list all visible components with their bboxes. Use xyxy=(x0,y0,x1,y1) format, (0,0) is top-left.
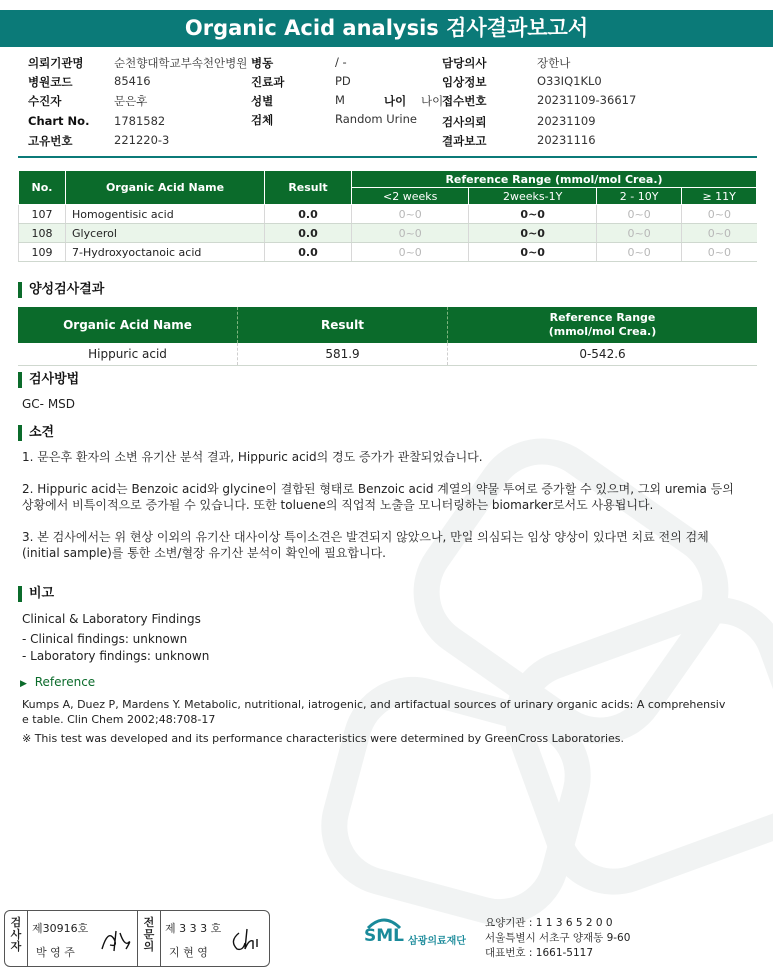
info-label: 결과보고 xyxy=(442,134,487,148)
row-ref: 0~0 xyxy=(352,205,469,224)
remarks-line: - Laboratory findings: unknown xyxy=(22,649,210,663)
ref-subheader: 2weeks-1Y xyxy=(469,188,597,205)
row-name: Glycerol xyxy=(66,224,265,243)
col-name-header: Organic Acid Name xyxy=(66,171,265,205)
row-result: 0.0 xyxy=(265,224,352,243)
lab-contact xyxy=(485,916,630,961)
info-value: M xyxy=(335,93,345,107)
patient-info xyxy=(28,55,768,150)
positive-ref: 0-542.6 xyxy=(448,343,758,366)
findings-p2b: 상황에서 비특이적으로 증가될 수 있습니다. 또한 toluene의 직업적 노출을 모니터링하는 biomarker로서도 사용됩니다. xyxy=(22,498,654,512)
signature-box xyxy=(4,910,270,967)
logo-text: SML xyxy=(364,926,404,946)
info-label: 임상정보 xyxy=(442,75,487,89)
info-value: Random Urine xyxy=(335,112,417,126)
positive-ref-header xyxy=(448,307,758,343)
row-no: 107 xyxy=(19,205,66,224)
info-label: 고유번호 xyxy=(28,134,73,148)
row-ref: 0~0 xyxy=(469,243,597,262)
lab-address: 서울특별시 서초구 양재동 9-60 xyxy=(485,932,631,944)
specialist-license: 제 3 3 3 호 xyxy=(165,922,222,935)
info-value: 문은후 xyxy=(114,94,148,108)
info-value: 나이 xyxy=(421,94,444,108)
info-label: Chart No. xyxy=(28,114,90,128)
table-row xyxy=(19,224,757,243)
divider xyxy=(18,156,757,158)
row-ref: 0~0 xyxy=(682,243,757,262)
findings-p2a: 2. Hippuric acid는 Benzoic acid와 glycine이 결합된 형태로 Benzoic acid 계열의 약물 투여로 증가할 수 있으며, 그외 uremia 등의 xyxy=(22,482,734,496)
row-ref: 0~0 xyxy=(596,243,681,262)
info-value: 20231116 xyxy=(537,133,596,147)
row-no: 108 xyxy=(19,224,66,243)
findings-section-title: 소견 xyxy=(18,425,54,441)
tester-signature xyxy=(98,925,134,955)
positive-ref-header-line1: Reference Range xyxy=(549,311,656,324)
lab-code: 요양기관 : 1 1 3 6 5 2 0 0 xyxy=(485,917,613,929)
info-value: O33IQ1KL0 xyxy=(537,74,602,88)
row-ref: 0~0 xyxy=(352,243,469,262)
info-label: 병동 xyxy=(251,56,274,70)
row-ref: 0~0 xyxy=(682,205,757,224)
ref-subheader: 2 - 10Y xyxy=(596,188,681,205)
info-value: 20231109-36617 xyxy=(537,93,637,107)
tester-license: 제30916호 xyxy=(32,922,89,935)
ref-subheader: ≥ 11Y xyxy=(682,188,757,205)
reference-note: ※ This test was developed and its performance characteristics were determined by GreenCross Laboratories. xyxy=(22,732,625,745)
table-row xyxy=(19,243,757,262)
method-text: GC- MSD xyxy=(22,397,76,411)
col-result-header: Result xyxy=(265,171,352,205)
divider xyxy=(27,911,28,966)
method-section-title: 검사방법 xyxy=(18,372,79,388)
findings-p1: 1. 문은후 환자의 소변 유기산 분석 결과, Hippuric acid의 경도 증가가 관찰되었습니다. xyxy=(22,450,483,464)
report-title: Organic Acid analysis 검사결과보고서 xyxy=(0,10,773,47)
info-label: 검체 xyxy=(251,113,274,127)
specialist-name: 지 현 영 xyxy=(169,946,208,959)
row-ref: 0~0 xyxy=(352,224,469,243)
positive-result-header: Result xyxy=(238,307,448,343)
row-ref: 0~0 xyxy=(682,224,757,243)
info-label: 성별 xyxy=(251,94,274,108)
reference-line: e table. Clin Chem 2002;48:708-17 xyxy=(22,713,216,726)
divider xyxy=(160,911,161,966)
positive-ref-header-line2: (mmol/mol Crea.) xyxy=(548,325,657,338)
specialist-signature xyxy=(227,925,263,955)
lab-logo xyxy=(364,914,474,954)
info-value: 85416 xyxy=(114,74,151,88)
reference-heading xyxy=(20,675,95,689)
info-label: 의뢰기관명 xyxy=(28,56,84,70)
info-label: 검사의뢰 xyxy=(442,115,487,129)
row-ref: 0~0 xyxy=(596,205,681,224)
info-value: 순천향대학교부속천안병원 xyxy=(114,56,248,70)
info-value: 1781582 xyxy=(114,114,166,128)
reference-line: Kumps A, Duez P, Mardens Y. Metabolic, nutritional, iatrogenic, and artifactual sources of urinary organic acids: A comprehensiv xyxy=(22,698,726,711)
positive-section-title: 양성검사결과 xyxy=(18,282,104,298)
table-row xyxy=(19,205,757,224)
lab-phone: 대표번호 : 1661-5117 xyxy=(485,947,594,959)
info-label: 수진자 xyxy=(28,94,62,108)
info-value: 장한나 xyxy=(537,56,571,70)
reference-label: Reference xyxy=(34,675,96,689)
remarks-line: Clinical & Laboratory Findings xyxy=(22,612,201,626)
info-value: / - xyxy=(335,55,347,69)
positive-name: Hippuric acid xyxy=(18,343,238,366)
info-label: 진료과 xyxy=(251,75,285,89)
col-ref-header: Reference Range (mmol/mol Crea.) xyxy=(352,171,757,188)
row-ref: 0~0 xyxy=(469,205,597,224)
tester-name: 박 영 주 xyxy=(36,946,75,959)
row-name: 7-Hydroxyoctanoic acid xyxy=(66,243,265,262)
remarks-section-title: 비고 xyxy=(18,586,54,602)
info-value: 221220-3 xyxy=(114,133,170,147)
divider xyxy=(137,911,138,966)
table-row xyxy=(18,343,757,366)
findings-p3b: (initial sample)를 통한 소변/혈장 유기산 분석이 확인에 필요합니다. xyxy=(22,546,386,560)
row-result: 0.0 xyxy=(265,205,352,224)
positive-name-header: Organic Acid Name xyxy=(18,307,238,343)
row-no: 109 xyxy=(19,243,66,262)
info-value: PD xyxy=(335,74,351,88)
info-value: 20231109 xyxy=(537,114,596,128)
positive-table xyxy=(18,307,757,366)
row-ref: 0~0 xyxy=(469,224,597,243)
remarks-line: - Clinical findings: unknown xyxy=(22,632,188,646)
info-label: 병원코드 xyxy=(28,75,73,89)
tester-label: 검사자 xyxy=(10,916,22,953)
info-label: 나이 xyxy=(384,94,407,108)
row-name: Homogentisic acid xyxy=(66,205,265,224)
ref-subheader: <2 weeks xyxy=(352,188,469,205)
findings-p3a: 3. 본 검사에서는 위 현상 이외의 유기산 대사이상 특이소견은 발견되지 않았으나, 만일 의심되는 임상 양상이 있다면 치료 전의 검체 xyxy=(22,530,709,544)
row-result: 0.0 xyxy=(265,243,352,262)
positive-result: 581.9 xyxy=(238,343,448,366)
triangle-icon: ▶ xyxy=(20,679,27,689)
info-label: 접수번호 xyxy=(442,94,487,108)
info-label: 담당의사 xyxy=(442,56,487,70)
logo-subtext: 삼광의료재단 xyxy=(408,936,466,947)
specialist-label: 전문의 xyxy=(143,916,155,953)
row-ref: 0~0 xyxy=(596,224,681,243)
results-table xyxy=(18,170,757,262)
col-no-header: No. xyxy=(19,171,66,205)
